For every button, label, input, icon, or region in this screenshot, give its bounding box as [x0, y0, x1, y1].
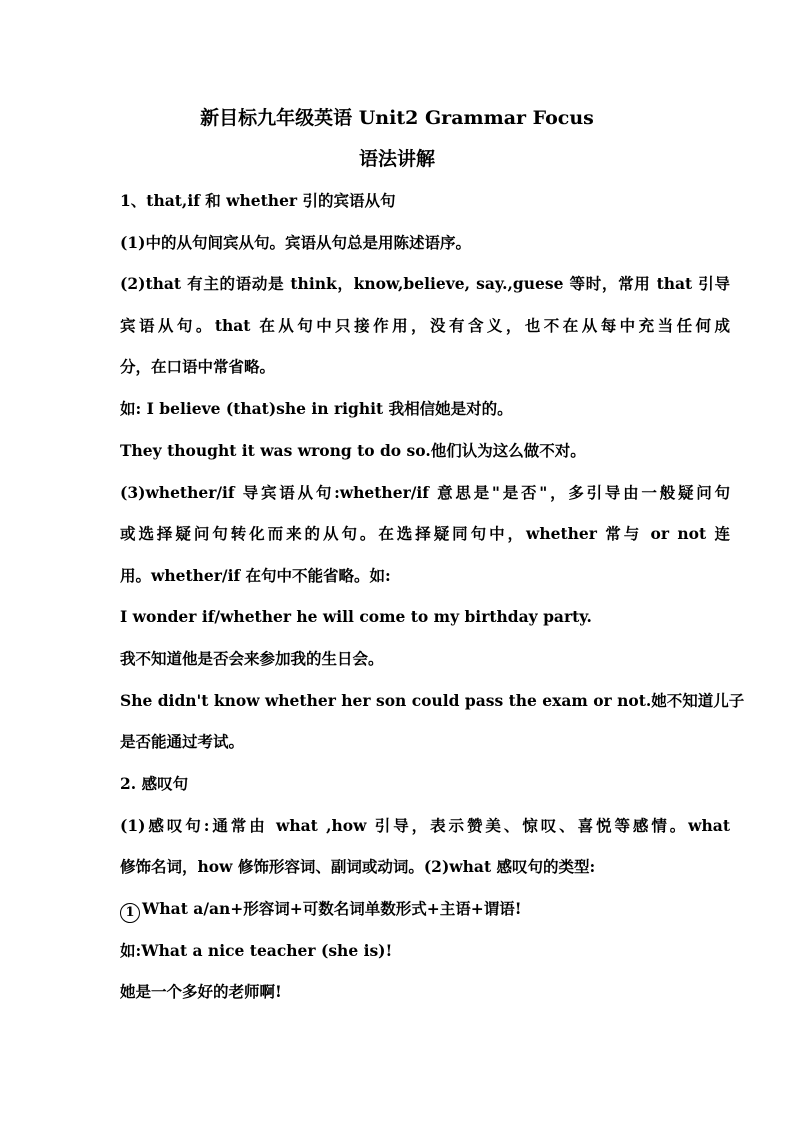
circled-number-marker: 1: [120, 903, 140, 923]
paragraph-line: 用。whether/if 在句中不能省略。如:: [120, 566, 391, 585]
paragraph-line: 宾语从句。that 在从句中只接作用，没有含义，也不在从每中充当任何成: [120, 316, 730, 335]
paragraph-line: 分，在口语中常省略。: [120, 357, 276, 376]
example-translation-line: 我不知道他是否会来参加我的生日会。: [120, 649, 384, 668]
example-line: 如: I believe (that)she in righit 我相信她是对的。: [120, 399, 513, 418]
example-line: I wonder if/whether he will come to my birthday party.: [120, 607, 592, 626]
paragraph-line: (1)中的从句间宾从句。宾语从句总是用陈述语序。: [120, 233, 471, 252]
example-line: 如:What a nice teacher (she is)!: [120, 941, 393, 960]
page-title: 新目标九年级英语 Unit2 Grammar Focus: [200, 107, 594, 129]
paragraph-line: (1)感叹句:通常由 what ,how 引导，表示赞美、惊叹、喜悦等感情。what: [120, 816, 730, 835]
example-line: She didn't know whether her son could pass the exam or not.她不知道儿子: [120, 691, 745, 710]
paragraph-line: 修饰名词，how 修饰形容词、副词或动词。(2)what 感叹句的类型:: [120, 857, 596, 876]
pattern-line: [120, 898, 730, 923]
section-heading-object-clauses: 1、that,if 和 whether 引的宾语从句: [120, 191, 396, 210]
paragraph-line: 或选择疑问句转化而来的从句。在选择疑同句中，whether 常与 or not 连: [120, 524, 730, 543]
example-translation-line: 她是一个多好的老师啊!: [120, 982, 282, 1001]
example-line: They thought it was wrong to do so.他们认为这么做不对。: [120, 441, 586, 460]
example-translation-line: 是否能通过考试。: [120, 732, 245, 751]
paragraph-line: (2)that 有主的语动是 think，know,believe, say.,guese 等时，常用 that 引导: [120, 274, 730, 293]
pattern-text: What a/an+形容词+可数名词单数形式+主语+谓语!: [142, 899, 522, 918]
section-heading-exclamations: 2. 感叹句: [120, 774, 189, 793]
paragraph-line: (3)whether/if 导宾语从句:whether/if 意思是"是否"，多引导由一般疑问句: [120, 483, 730, 502]
page-subtitle: 语法讲解: [358, 148, 435, 170]
